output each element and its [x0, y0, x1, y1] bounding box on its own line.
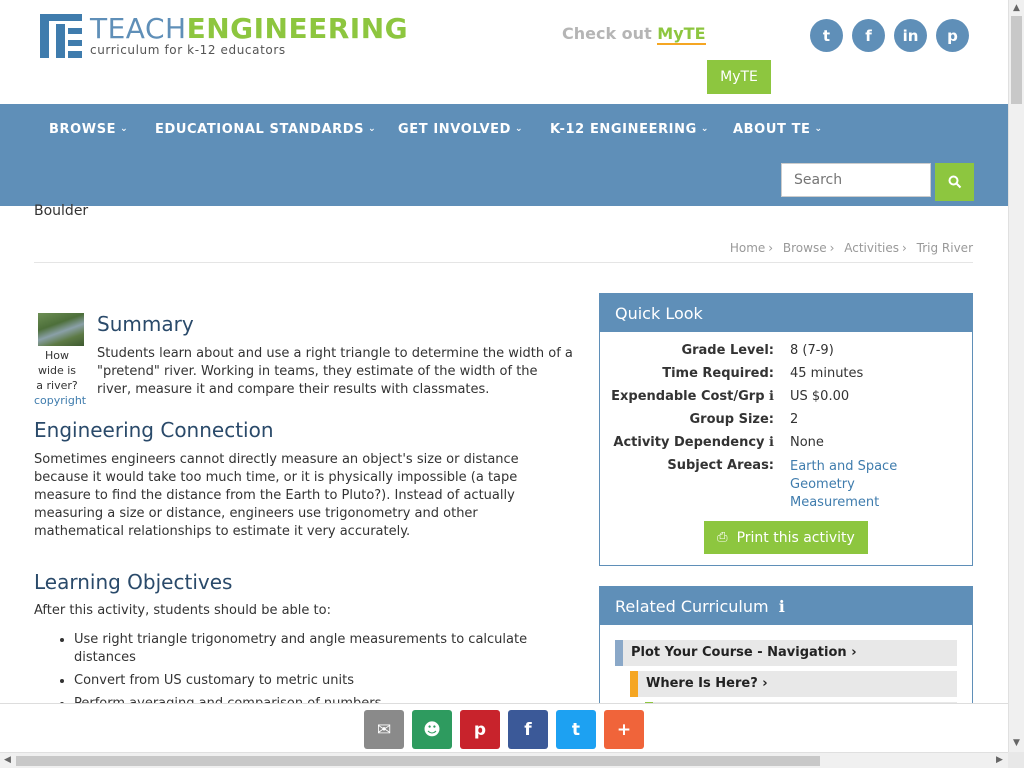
breadcrumb-current: Trig River [916, 241, 973, 255]
cost-label: Expendable Cost/Grp ℹ [611, 389, 774, 404]
scroll-down-icon[interactable]: ▼ [1013, 738, 1020, 748]
more-share-button[interactable] [604, 710, 644, 749]
engineering-connection-text: Sometimes engineers cannot directly measure an object's size or distance because it would take too much time, or it is physically impossible (a tape measure to find the distance from the Earth to Pluto?). Instead of actually measuring a size or distance, engineers use trigonometry and other mathematical relationships to estimate it very accurately. [34, 452, 519, 539]
main-navbar [0, 104, 1008, 206]
breadcrumb-browse[interactable]: Browse [782, 241, 827, 255]
chevron-right-icon: › [851, 645, 857, 660]
breadcrumb-activities[interactable]: Activities [844, 241, 899, 255]
horizontal-scroll-thumb[interactable] [16, 756, 820, 766]
list-item: • Use right triangle trigonometry and angle measurements to calculate distances [74, 631, 544, 667]
search-input[interactable] [781, 163, 931, 197]
scroll-up-icon[interactable]: ▲ [1013, 3, 1020, 13]
copyright-link[interactable]: copyright [34, 394, 87, 407]
site-logo[interactable] [40, 14, 408, 58]
related-item-plot-your-course[interactable]: Plot Your Course - Navigation › [615, 640, 957, 666]
myte-button[interactable]: MyTE [707, 60, 771, 94]
activity-dependency-value: None [790, 435, 824, 450]
learning-objectives-intro: After this activity, students should be able to: [34, 603, 331, 618]
chevron-down-icon: ⌄ [120, 124, 129, 134]
facebook-share-button[interactable] [508, 710, 548, 749]
thumbnail-caption: How wide is a river? [36, 349, 78, 392]
scrollbar-corner [1008, 752, 1024, 768]
linkedin-icon[interactable]: in [894, 19, 927, 52]
search-button[interactable] [935, 163, 974, 201]
info-icon[interactable]: ℹ [778, 597, 785, 616]
horizontal-scrollbar[interactable] [0, 752, 1008, 768]
time-required-value: 45 minutes [790, 366, 864, 381]
list-item: • Convert from US customary to metric units [74, 672, 544, 690]
group-size-value: 2 [790, 412, 799, 427]
grade-level-label: Grade Level: [681, 343, 774, 358]
subject-link-earth-space[interactable]: Earth and Space [790, 459, 898, 474]
print-activity-button[interactable]: ⎙ Print this activity [704, 521, 868, 554]
nav-k12-engineering[interactable]: K-12 ENGINEERING ⌄ [550, 122, 710, 137]
nav-browse[interactable]: BROWSE ⌄ [49, 122, 129, 137]
pinterest-icon[interactable]: p [936, 19, 969, 52]
breadcrumb: Home › Browse › Activities › Trig River [729, 241, 973, 255]
river-thumbnail[interactable] [38, 313, 84, 346]
info-icon[interactable]: ℹ [769, 435, 774, 450]
group-size-label: Group Size: [689, 412, 774, 427]
scroll-left-icon[interactable]: ◀ [4, 755, 11, 765]
chevron-down-icon: ⌄ [814, 124, 823, 134]
cost-value: US $0.00 [790, 389, 850, 404]
email-share-button[interactable] [364, 710, 404, 749]
printer-icon: ⎙ [717, 530, 728, 545]
chevron-right-icon: › [762, 676, 768, 691]
subject-link-measurement[interactable]: Measurement [790, 495, 880, 510]
nav-educational-standards[interactable]: EDUCATIONAL STANDARDS ⌄ [155, 122, 377, 137]
myte-promo-link[interactable]: Check out MyTE [562, 24, 706, 43]
engineering-connection-heading: Engineering Connection [34, 418, 274, 442]
grade-level-value: 8 (7-9) [790, 343, 834, 358]
logo-mark-icon [40, 14, 82, 58]
facebook-icon[interactable]: f [852, 19, 885, 52]
chevron-down-icon: ⌄ [368, 124, 377, 134]
vertical-scroll-thumb[interactable] [1011, 16, 1022, 104]
boulder-text: Boulder [34, 203, 89, 219]
classroom-share-button[interactable] [412, 710, 452, 749]
quick-look-panel [599, 293, 973, 566]
email-icon: ✉ [376, 719, 392, 740]
vertical-scrollbar[interactable] [1008, 0, 1024, 752]
more-share-icon: + [616, 719, 632, 740]
subject-areas-value [790, 458, 897, 512]
summary-text: Students learn about and use a right triangle to determine the width of a "pretend" river. Working in teams, they estimate of the width of the river, measure it and compare their results with classmates. [97, 346, 573, 397]
scroll-right-icon[interactable]: ▶ [996, 755, 1003, 765]
related-curriculum-heading: Related Curriculum ℹ [600, 587, 972, 625]
logo-subtitle: curriculum for k-12 educators [90, 43, 286, 57]
twitter-share-button[interactable] [556, 710, 596, 749]
breadcrumb-home[interactable]: Home [729, 241, 766, 255]
time-required-label: Time Required: [662, 366, 774, 381]
logo-title: TEACHENGINEERING [90, 12, 409, 45]
twitter-share-icon: t [571, 719, 581, 740]
facebook-share-icon: f [524, 719, 532, 740]
pinterest-share-button[interactable] [460, 710, 500, 749]
summary-heading: Summary [97, 312, 194, 336]
quick-look-heading: Quick Look [600, 294, 972, 332]
info-icon[interactable]: ℹ [769, 389, 774, 404]
pinterest-share-icon: p [473, 719, 487, 740]
divider [34, 262, 973, 263]
subject-link-geometry[interactable]: Geometry [790, 477, 855, 492]
chevron-down-icon: ⌄ [514, 124, 524, 134]
chevron-down-icon: ⌄ [700, 124, 710, 134]
classroom-icon: ☻ [423, 719, 441, 740]
learning-objectives-heading: Learning Objectives [34, 570, 233, 594]
activity-dependency-label: Activity Dependency ℹ [613, 435, 774, 450]
share-bar [0, 703, 1008, 752]
twitter-icon[interactable]: t [810, 19, 843, 52]
nav-about-te[interactable]: ABOUT TE ⌄ [733, 122, 823, 137]
search-icon [948, 175, 962, 189]
subject-areas-label: Subject Areas: [667, 458, 774, 473]
nav-get-involved[interactable]: GET INVOLVED ⌄ [398, 122, 524, 137]
related-item-where-is-here[interactable]: Where Is Here? › [630, 671, 957, 697]
